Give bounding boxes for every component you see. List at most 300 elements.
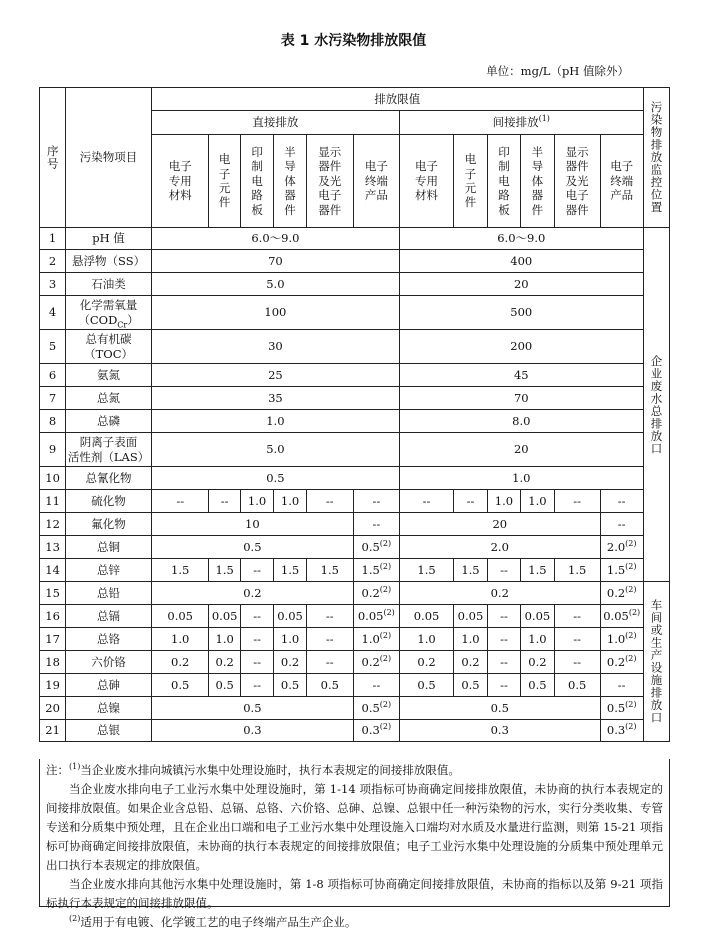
indirect-header [399,111,643,135]
limit-value: -- [372,677,381,692]
note-4: 适用于有电镀、化学镀工艺的电子终端产品生产企业。 [80,915,357,929]
indirect-limit-cell [600,628,643,651]
indirect-limit-cell [521,674,554,697]
seq-header-text: 序号 [45,145,60,170]
monitor-header [643,88,669,228]
limit-value: 1.5 [417,562,436,577]
category-line: 件 [284,202,296,217]
direct-limit-cell [306,559,353,582]
limit-value: 0.5 [280,677,300,692]
indirect-limit-cell [600,559,643,582]
note-mark: (2) [383,607,395,617]
category-line: 体 [531,173,544,188]
direct-limit-cell [240,628,273,651]
category-line: 专用 [415,173,439,188]
direct-limit-cell [306,674,353,697]
note-mark: (2) [379,538,392,548]
limit-value: 0.2 [417,654,436,669]
table-row [40,228,670,250]
note-mark-2: (2) [69,914,81,924]
pollutant-name: 总镍 [97,700,121,715]
direct-limit-cell [240,674,273,697]
row-number-text: 13 [45,539,60,554]
note-mark: (2) [625,699,637,709]
direct-terminal-value: 0.5 [361,700,380,715]
category-line: 件 [464,195,477,210]
indirect-limit-value: 20 [513,276,529,291]
indirect-limit-cell [399,605,453,628]
indirect-limit-value: 45 [513,367,529,382]
limit-value: 1.5 [280,562,300,577]
table-row [40,559,670,582]
category-line: 制 [498,159,510,174]
row-number-text: 6 [48,367,57,382]
row-number-text: 8 [48,413,57,428]
limit-value: 0.5 [528,677,547,692]
direct-limit-cell [274,559,306,582]
indirect-limit-cell [554,651,600,674]
limit-value: -- [466,493,475,508]
direct-limit-value: 0.3 [243,723,262,738]
pollutant-name: 总银 [97,723,121,738]
pollutant-name: 总氮 [97,390,121,405]
row-number-text: 11 [45,493,60,508]
indirect-limit-value: 20 [513,442,529,457]
limit-value: 1.0 [280,493,300,508]
direct-limit-cell [353,674,399,697]
category-line: 印 [498,145,510,160]
direct-limit-cell [209,559,240,582]
limit-value: -- [573,608,582,623]
row-number-text: 7 [48,390,57,405]
indirect-limit-cell [554,674,600,697]
indirect-limit-cell [399,559,453,582]
category-line: 电 [498,173,510,188]
category-line: 件 [218,195,231,210]
pollutant-name-subscript: Cr [117,319,128,329]
pollutant-cell [66,330,152,364]
table-row [40,536,670,559]
note-mark: (2) [379,561,392,571]
pollutant-name-line2: （TOC） [84,346,133,361]
pollutant-name: 总氰化物 [85,470,132,485]
limit-value: -- [325,493,334,508]
indirect-limit-cell [554,559,600,582]
indirect-limit-cell [521,559,554,582]
direct-limit-cell [151,674,209,697]
row-number [40,605,66,628]
category-line: 半 [284,145,296,160]
direct-limit-cell [240,490,273,513]
direct-limit [151,296,399,330]
limit-value: 1.0 [247,493,267,508]
category-header-direct-4 [274,135,306,228]
limit-value: 0.05 [457,608,484,623]
limit-value: 0.2 [280,654,300,669]
note-1: 当企业废水排向城镇污水集中处理设施时，执行本表规定的间接排放限值。 [80,763,460,777]
category-line: 终端 [610,173,634,188]
indirect-limit [399,250,643,273]
direct-limit-value: 30 [268,339,283,354]
indirect-limit-value: 8.0 [512,413,531,428]
category-header-direct-3 [240,135,273,228]
category-line: 电子 [610,159,634,174]
direct-limit-value: 6.0～9.0 [251,231,300,246]
direct-limit [151,720,353,742]
category-line: 子 [464,166,477,181]
table-row [40,387,670,410]
category-line: 电 [464,152,477,167]
category-line: 器 [284,188,296,203]
pollutant-cell [66,536,152,559]
indirect-limit-cell [521,628,554,651]
limit-value: 1.0 [528,631,547,646]
table-row [40,467,670,490]
limit-value: -- [220,493,229,508]
indirect-limit-cell [600,674,643,697]
limit-value: 1.0 [494,493,514,508]
limit-value: -- [500,562,508,577]
category-header-indirect-2 [454,135,487,228]
pollutant-name: 硫化物 [91,493,126,508]
row-number-text: 2 [48,253,57,268]
direct-terminal-value: 0.5 [361,539,380,554]
category-line: 器件 [318,202,342,217]
table-row [40,651,670,674]
category-line: 显示 [565,145,589,160]
indirect-limit-cell [454,559,487,582]
table-title: 表 1 水污染物排放限值 [280,33,427,49]
direct-limit-cell [209,651,240,674]
category-line: 电子 [364,159,388,174]
row-number [40,720,66,742]
row-number-text: 14 [45,562,60,577]
pollutant-cell [66,410,152,433]
direct-limit-cell [306,628,353,651]
item-header [66,88,152,228]
direct-limit [151,273,399,296]
direct-limit [151,582,353,605]
indirect-limit-cell [554,605,600,628]
pollutant-cell [66,559,152,582]
limit-value: -- [573,654,582,669]
row-number [40,674,66,697]
limit-value: -- [325,631,334,646]
row-number [40,582,66,605]
limit-value: 1.0 [215,631,234,646]
indirect-limit [399,582,600,605]
direct-limit-cell [306,651,353,674]
limit-value: 0.5 [417,677,436,692]
row-number-text: 5 [48,339,57,354]
indirect-limit-value: 0.2 [490,585,509,600]
category-header-indirect-6 [600,135,643,228]
pollutant-name: 总铜 [97,539,121,554]
row-number [40,296,66,330]
pollutant-cell [66,490,152,513]
limit-value: -- [176,493,185,508]
limit-value: 0.05 [524,608,551,623]
limit-value: -- [253,608,261,623]
limit-value: -- [500,608,508,623]
pollutant-name: 化学需氧量 [79,298,138,313]
table-row [40,410,670,433]
indirect-limit [399,364,643,387]
seq-header [40,88,66,228]
table-row [40,250,670,273]
direct-limit-value: 70 [268,253,283,268]
category-line: 电子 [565,188,589,203]
indirect-limit-value: 500 [510,305,533,320]
table-notes [39,759,670,929]
pollutant-cell [66,674,152,697]
pollutant-cell [66,467,152,490]
indirect-limit [399,697,600,720]
limit-value: 1.5 [361,562,380,577]
direct-limit [151,387,399,410]
note-mark: (2) [625,538,637,548]
indirect-limit [399,387,643,410]
limit-value: 0.2 [361,654,380,669]
limit-value: 0.05 [167,608,193,623]
indirect-limit-cell [600,605,643,628]
direct-limit-cell [151,651,209,674]
direct-limit-cell [209,605,240,628]
limit-value: 0.5 [215,677,234,692]
row-number-text: 1 [48,231,57,246]
indirect-limit-value: 1.0 [512,470,531,485]
direct-limit-cell [274,651,306,674]
category-header-indirect-5 [554,135,600,228]
monitor-header-text: 污染物排放监控位置 [649,101,664,214]
indirect-limit-cell [399,674,453,697]
category-line: 路 [498,188,510,203]
indirect-limit-cell [454,628,487,651]
table-row [40,513,670,536]
indirect-limit-value: 0.5 [490,700,509,715]
limit-value: 0.2 [171,654,190,669]
unit-label: 单位：mg/L（pH 值除外） [486,64,629,78]
direct-limit [151,697,353,720]
indirect-limit [399,467,643,490]
direct-limit [151,433,399,467]
direct-limit-value: 1.0 [266,413,285,428]
row-number [40,364,66,387]
indirect-limit-cell [454,674,487,697]
indirect-limit-cell [554,490,600,513]
category-line: 元 [218,181,231,195]
indirect-limit-value: 2.0 [490,539,509,554]
pollutant-name: 氨氮 [97,367,121,382]
category-line: 及光 [318,173,342,188]
direct-terminal-limit [353,697,399,720]
table-row [40,330,670,364]
category-line: 半 [531,145,544,160]
limit-value: -- [500,631,508,646]
pollutant-name: 总磷 [97,413,121,428]
limit-value: 1.0 [171,631,190,646]
indirect-terminal-value: 0.5 [606,700,626,715]
note-mark: (2) [379,630,392,640]
row-number-text: 9 [48,442,57,457]
limit-value: -- [617,493,626,508]
limit-value: -- [617,677,626,692]
row-number-text: 18 [45,654,60,669]
limit-value: 1.0 [280,631,300,646]
indirect-limit-cell [521,651,554,674]
direct-limit-value: 0.5 [266,470,285,485]
limit-value: -- [372,493,381,508]
limit-value: 0.2 [461,654,480,669]
indirect-limit-cell [454,651,487,674]
category-line: 板 [498,202,510,217]
category-line: 产品 [610,188,634,203]
limit-value: 0.05 [603,608,629,623]
category-line: 终端 [364,173,388,188]
category-line: 材料 [415,188,439,203]
row-number-text: 16 [45,608,60,623]
pollutant-cell [66,250,152,273]
pollutant-name: 总镉 [97,608,121,623]
direct-limit-cell [353,605,399,628]
category-header-direct-5 [306,135,353,228]
limit-value: 1.5 [320,562,339,577]
pollutant-cell [66,228,152,250]
category-line: 电子 [168,159,192,174]
pollutant-cell [66,582,152,605]
indirect-terminal-limit [600,582,643,605]
indirect-limit-cell [487,605,520,628]
category-line: 元 [464,181,477,195]
direct-header-text: 直接排放 [252,115,299,130]
indirect-limit-cell [399,628,453,651]
note-mark: (2) [625,630,637,640]
limit-value: 1.5 [171,562,190,577]
pollutant-cell [66,387,152,410]
direct-limit-cell [306,605,353,628]
limit-value: 1.5 [606,562,626,577]
limits-header [151,88,643,111]
table-row [40,273,670,296]
row-number-text: 3 [48,276,57,291]
pollutant-cell [66,273,152,296]
row-number [40,536,66,559]
direct-limit-cell [353,559,399,582]
category-line: 体 [284,173,296,188]
category-header-direct-2 [209,135,240,228]
pollutant-name: 总有机碳 [85,332,132,347]
table-row [40,490,670,513]
pollutant-name: 总铬 [97,631,121,646]
direct-limit-value: 0.5 [243,700,262,715]
indirect-limit [399,410,643,433]
direct-limit-cell [209,490,240,513]
pollutant-name: 总砷 [97,677,121,692]
indirect-limit [399,433,643,467]
table-row [40,433,670,467]
pollutant-cell [66,697,152,720]
row-number-text: 15 [45,585,60,600]
category-line: 器件 [565,202,589,217]
limit-value: 1.5 [528,562,547,577]
direct-limit-value: 35 [268,390,283,405]
direct-limit-cell [209,674,240,697]
limit-value: -- [253,562,261,577]
direct-limit [151,330,399,364]
category-line: 器件 [565,159,589,174]
direct-limit-value: 0.5 [243,539,262,554]
note-prefix: 注： [46,763,69,777]
row-number-text: 20 [45,700,60,715]
pollutant-cell [66,605,152,628]
indirect-limit [399,536,600,559]
indirect-limit [399,513,600,536]
pollutant-name: pH 值 [92,231,125,246]
direct-limit-value: 10 [245,516,260,531]
direct-limit-cell [353,628,399,651]
indirect-terminal-limit [600,536,643,559]
pollutant-name: 氟化物 [91,516,126,531]
category-header-indirect-1 [399,135,453,228]
direct-limit [151,536,353,559]
indirect-limit-cell [600,490,643,513]
indirect-limit-value: 6.0～9.0 [497,231,546,246]
direct-limit-value: 0.2 [243,585,262,600]
pollutant-cell [66,651,152,674]
row-number [40,513,66,536]
indirect-limit-value: 400 [510,253,533,268]
direct-terminal-value: -- [372,516,381,531]
pollutant-name-end: ） [127,312,139,327]
category-line: 及光 [565,173,589,188]
indirect-limit-cell [600,651,643,674]
pollutant-cell [66,628,152,651]
indirect-limit [399,330,643,364]
limit-value: 0.5 [461,677,480,692]
category-line: 路 [251,188,263,203]
category-line: 导 [531,159,544,174]
indirect-terminal-value: 0.2 [606,585,626,600]
indirect-limit-cell [554,628,600,651]
row-number [40,410,66,433]
limit-value: 1.0 [461,631,480,646]
indirect-limit-value: 0.3 [490,723,509,738]
pollutant-name: 六价铬 [91,654,126,669]
note-mark: (2) [625,584,637,594]
direct-terminal-limit [353,720,399,742]
category-header-indirect-3 [487,135,520,228]
direct-limit-cell [240,605,273,628]
limit-value: 1.5 [215,562,234,577]
direct-terminal-limit [353,513,399,536]
direct-limit-cell [274,674,306,697]
direct-terminal-limit [353,536,399,559]
category-line: 印 [251,145,263,160]
row-number-text: 21 [45,723,60,738]
row-number [40,250,66,273]
row-number [40,651,66,674]
row-number [40,490,66,513]
row-number [40,273,66,296]
limit-value: -- [253,654,261,669]
note-mark: (2) [625,561,637,571]
category-line: 制 [251,159,263,174]
table-row [40,605,670,628]
limit-value: -- [253,631,261,646]
direct-limit-cell [240,651,273,674]
row-number-text: 4 [48,305,57,320]
category-line: 材料 [168,188,192,203]
